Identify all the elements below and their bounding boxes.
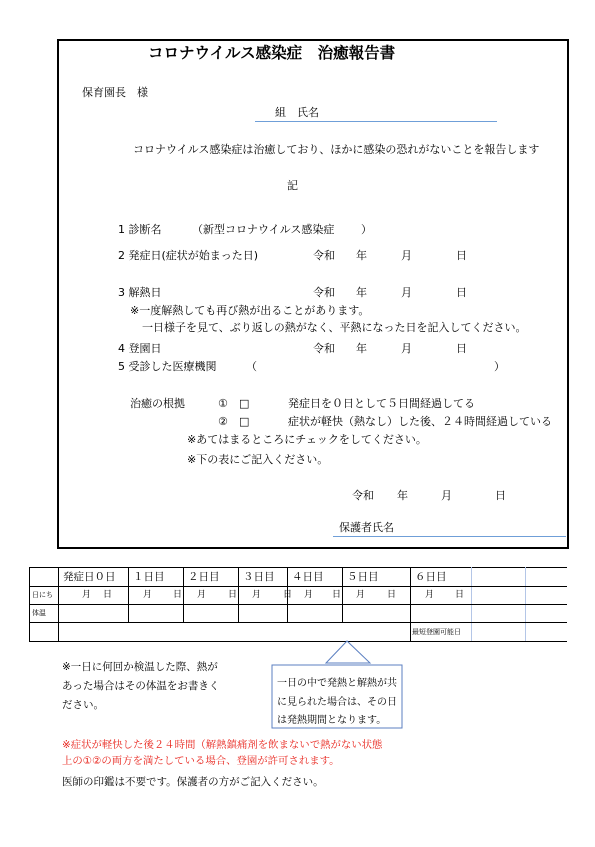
- diagnosis-paren-close: ）: [361, 223, 372, 236]
- temperature-cell: [184, 605, 239, 623]
- temperature-cell: [411, 605, 472, 623]
- return-date-label: 4 登園日: [118, 342, 162, 355]
- date-era-label: 令和: [352, 489, 374, 502]
- diagnosis-value: 新型コロナウイルス感染症: [203, 223, 335, 236]
- date-cell-month: 月: [425, 590, 435, 600]
- table-temperature-row: [30, 605, 567, 623]
- date-cell-month: 月: [252, 590, 262, 600]
- date-row-label: 日にち: [30, 587, 59, 605]
- table-corner-cell: [30, 568, 59, 587]
- table-instruction: ※下の表にご記入ください。: [187, 453, 329, 466]
- fever-end-date-label: 3 解熱日: [118, 286, 162, 299]
- date-month-label: 月: [401, 342, 412, 355]
- date-cell-day: 日: [228, 590, 238, 600]
- temperature-cell: [288, 605, 343, 623]
- diagnosis-row: [0, 224, 595, 235]
- onset-date-label: 2 発症日(症状が始まった日): [118, 249, 259, 262]
- date-cell: [239, 587, 293, 605]
- criteria-number-1: ①: [218, 397, 228, 410]
- onset-date-row: [0, 250, 595, 261]
- date-cell-day: 日: [387, 590, 397, 600]
- temperature-cell: [129, 605, 184, 623]
- clinic-paren-open: （: [246, 360, 257, 373]
- date-cell: [129, 587, 184, 605]
- temperature-cell: [239, 605, 288, 623]
- date-cell: [59, 587, 129, 605]
- criteria-checkbox-2[interactable]: □: [239, 415, 250, 428]
- date-cell: [343, 587, 411, 605]
- check-instruction: ※あてはまるところにチェックをしてください。: [187, 433, 427, 446]
- ki-heading: 記: [287, 179, 298, 192]
- criteria-row-1: [0, 398, 595, 409]
- date-cell-month: 月: [82, 590, 92, 600]
- temperature-note-line-1: ※一日に何回か検温した際、熱が: [62, 661, 218, 673]
- date-cell-day: 日: [455, 590, 465, 600]
- condition-note-line-1: ※症状が軽快した後２４時間（解熱鎮痛剤を飲まないで熱がない状態: [62, 739, 383, 751]
- callout-line-2: に見られた場合は、その日: [277, 697, 397, 708]
- temperature-note-line-3: ださい。: [62, 699, 104, 711]
- date-cell-day: 日: [173, 590, 183, 600]
- date-day-label: 日: [456, 249, 467, 262]
- callout-pointer: [326, 641, 370, 663]
- date-year-label: 年: [397, 489, 408, 502]
- temperature-cell: [343, 605, 411, 623]
- fever-end-date-row: [0, 287, 595, 298]
- date-cell: [288, 587, 343, 605]
- date-cell-month: 月: [143, 590, 153, 600]
- guardian-name-label: 保護者氏名: [339, 521, 394, 534]
- child-name-label: 組 氏名: [275, 106, 319, 119]
- remarks-extra-cell: [472, 623, 526, 642]
- date-cell: [184, 587, 239, 605]
- callout-line-1: 一日の中で発熱と解熱が共: [277, 678, 397, 689]
- condition-note-line-2: 上の①②の両方を満たしている場合、登園が許可されます。: [62, 755, 340, 767]
- remarks-extra-cell: [526, 623, 567, 642]
- table-date-row: [30, 587, 567, 605]
- header-day-6: ６日目: [411, 568, 472, 587]
- temperature-extra-cell: [472, 605, 526, 623]
- temperature-extra-cell: [526, 605, 567, 623]
- callout-line-3: は発熱期間となります。: [277, 715, 387, 726]
- return-date-row: [0, 343, 595, 354]
- date-cell-month: 月: [304, 590, 314, 600]
- clinic-paren-close: ）: [494, 360, 505, 373]
- date-extra-cell: [526, 587, 567, 605]
- header-onset-day: 発症日０日: [59, 568, 129, 587]
- date-cell-day: 日: [283, 590, 293, 600]
- temperature-row-label: 体温: [30, 605, 59, 623]
- date-month-label: 月: [441, 489, 452, 502]
- header-day-5: ５日目: [343, 568, 411, 587]
- report-title: コロナウイルス感染症 治癒報告書: [148, 44, 396, 62]
- date-day-label: 日: [495, 489, 506, 502]
- header-day-3: ３日目: [239, 568, 288, 587]
- criteria-checkbox-1[interactable]: □: [239, 397, 250, 410]
- table-header-row: [30, 568, 567, 587]
- addressee: 保育園長 様: [82, 86, 148, 99]
- header-day-2: ２日目: [184, 568, 239, 587]
- header-extra-cell: [526, 568, 567, 587]
- criteria-text-2: 症状が軽快（熱なし）した後、２４時間経過している: [288, 415, 552, 428]
- date-month-label: 月: [401, 286, 412, 299]
- header-day-4: ４日目: [288, 568, 343, 587]
- date-day-label: 日: [456, 342, 467, 355]
- temperature-table: [29, 567, 567, 642]
- date-day-label: 日: [456, 286, 467, 299]
- date-year-label: 年: [356, 286, 367, 299]
- date-month-label: 月: [401, 249, 412, 262]
- guardian-name-underline: [333, 536, 566, 537]
- date-era-label: 令和: [313, 286, 335, 299]
- date-cell-month: 月: [197, 590, 207, 600]
- temperature-cell: [59, 605, 129, 623]
- fever-end-note-2: 一日様子を見て、ぶり返しの熱がなく、平熱になった日を記入してください。: [142, 321, 527, 334]
- statement: コロナウイルス感染症は治癒しており、ほかに感染の恐れがないことを報告します: [133, 143, 540, 156]
- clinic-label: 5 受診した医療機関: [118, 360, 217, 373]
- date-cell-day: 日: [103, 590, 113, 600]
- header-day-1: １日目: [129, 568, 184, 587]
- earliest-return-label: 最短登園可能日: [411, 623, 472, 642]
- date-cell: [411, 587, 472, 605]
- temperature-note-line-2: あった場合はその体温をお書きく: [62, 680, 220, 692]
- date-era-label: 令和: [313, 342, 335, 355]
- final-note: 医師の印鑑は不要です。保護者の方がご記入ください。: [62, 776, 324, 788]
- fever-end-note-1: ※一度解熱しても再び熱が出ることがあります。: [130, 304, 370, 317]
- criteria-label: 治癒の根拠: [130, 397, 185, 410]
- diagnosis-paren-open: （: [192, 223, 203, 236]
- date-cell-day: 日: [332, 590, 342, 600]
- date-extra-cell: [472, 587, 526, 605]
- date-era-label: 令和: [313, 249, 335, 262]
- criteria-number-2: ②: [218, 415, 228, 428]
- signature-date-row: [0, 490, 595, 501]
- criteria-text-1: 発症日を０日として５日間経過してる: [288, 397, 475, 410]
- date-year-label: 年: [356, 249, 367, 262]
- clinic-row: [0, 361, 595, 372]
- remarks-label-cell: [30, 623, 59, 642]
- date-cell-month: 月: [356, 590, 366, 600]
- date-year-label: 年: [356, 342, 367, 355]
- header-extra-cell: [472, 568, 526, 587]
- criteria-row-2: [0, 416, 595, 427]
- diagnosis-label: 1 診断名: [118, 223, 162, 236]
- child-name-underline: [255, 121, 497, 122]
